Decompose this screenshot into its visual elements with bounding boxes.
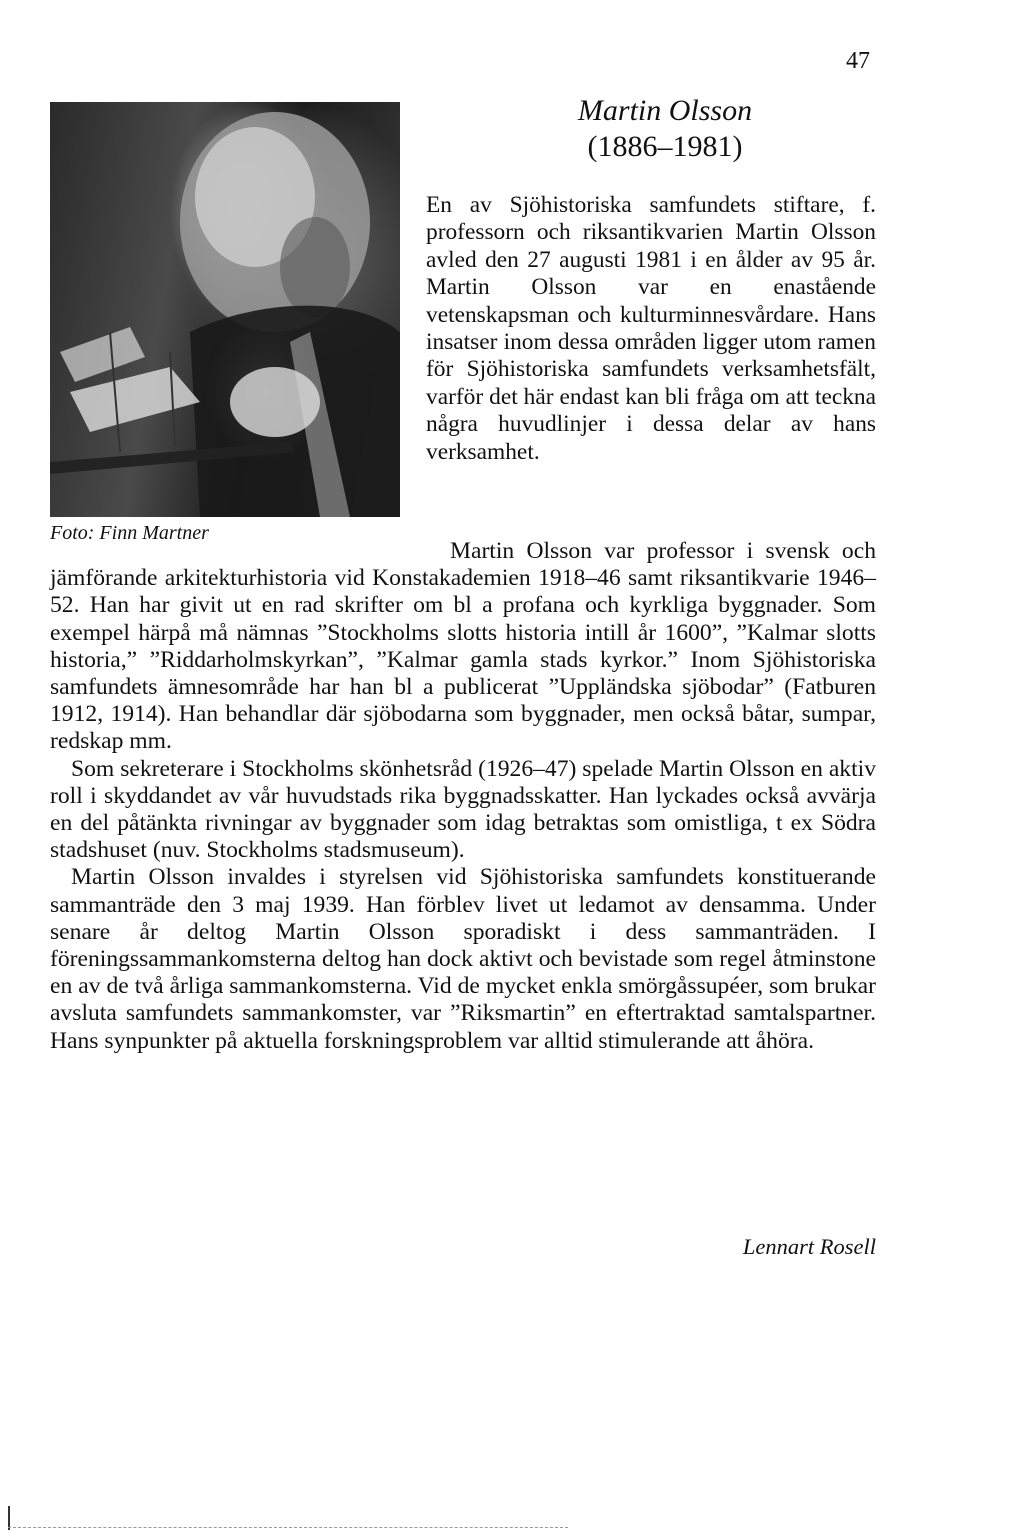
author-signature: Lennart Rosell bbox=[742, 1234, 876, 1259]
body-paragraph: Martin Olsson var professor i svensk och jämförande arkitekturhistoria vid Konstakademien 1918–46 samt riksantikvarie 1946–52. Han har givit ut en rad skrifter om bl a profana och kyrkliga byggnader. Som exempel härpå må nämnas ”Stockholms slotts historia intill år 1600”, ”Kalmar slotts historia,” ”Riddarholmskyrkan”, ”Kalmar gamla stads kyrkor.” Inom Sjöhistoriska samfundets ämnesområde har han bl a publicerat ”Uppländska sjöbodar” (Fatburen 1912, 1914). Han behandlar där sjöbodarna som byggnader, men också båtar, sumpar, redskap mm. bbox=[50, 538, 876, 755]
lead-paragraph: En av Sjöhistoriska samfundets stiftare, f. professorn och riksantikvarien Martin Olsson avled den 27 augusti 1981 i en ålder av 95 år. Martin Olsson var en enastående vetenskapsman och kulturminnesvårdare. Hans insatser inom dessa områden ligger utom ramen för Sjöhistoriska samfundets verksamhetsfält, varför det här endast kan bli fråga om att teckna några huvudlinjer i dessa delar av hans verksamhet. bbox=[426, 192, 876, 465]
title-name: Martin Olsson bbox=[577, 94, 753, 127]
portrait-photo bbox=[50, 102, 400, 517]
body-paragraph: Martin Olsson invaldes i styrelsen vid Sjöhistoriska samfundets konstituerande sammanträde den 3 maj 1939. Han förblev livet ut ledamot av densamma. Under senare år deltog Martin Olsson sporadiskt i dess sammanträden. I föreningssammankomsterna deltog han dock aktivt och bevistade som regel åtminstone en av de två årliga sammankomsterna. Vid de mycket enkla smörgåssupéer, som brukar avsluta samfundets sammankomster, var ”Riksmartin” en eftertraktad samtalspartner. Hans synpunkter på aktuella forskningsproblem var alltid stimulerande att åhöra. bbox=[50, 864, 876, 1054]
article-title bbox=[500, 94, 830, 166]
title-years: (1886–1981) bbox=[587, 130, 743, 163]
portrait-photo-icon bbox=[50, 102, 400, 517]
body-paragraph: Som sekreterare i Stockholms skönhetsråd (1926–47) spelade Martin Olsson en aktiv roll i skyddandet av vår huvudstads rika byggnadsskatter. Han lyckades också avvärja en del påtänkta rivningar av byggnader som idag betraktas som omistliga, t ex Södra stadshuset (nuv. Stockholms stadsmuseum). bbox=[50, 755, 876, 864]
scan-edge-line bbox=[8, 1527, 568, 1529]
page-number: 47 bbox=[846, 48, 870, 74]
photo-credit: Foto: Finn Martner bbox=[50, 522, 209, 544]
article-body bbox=[50, 538, 876, 1055]
